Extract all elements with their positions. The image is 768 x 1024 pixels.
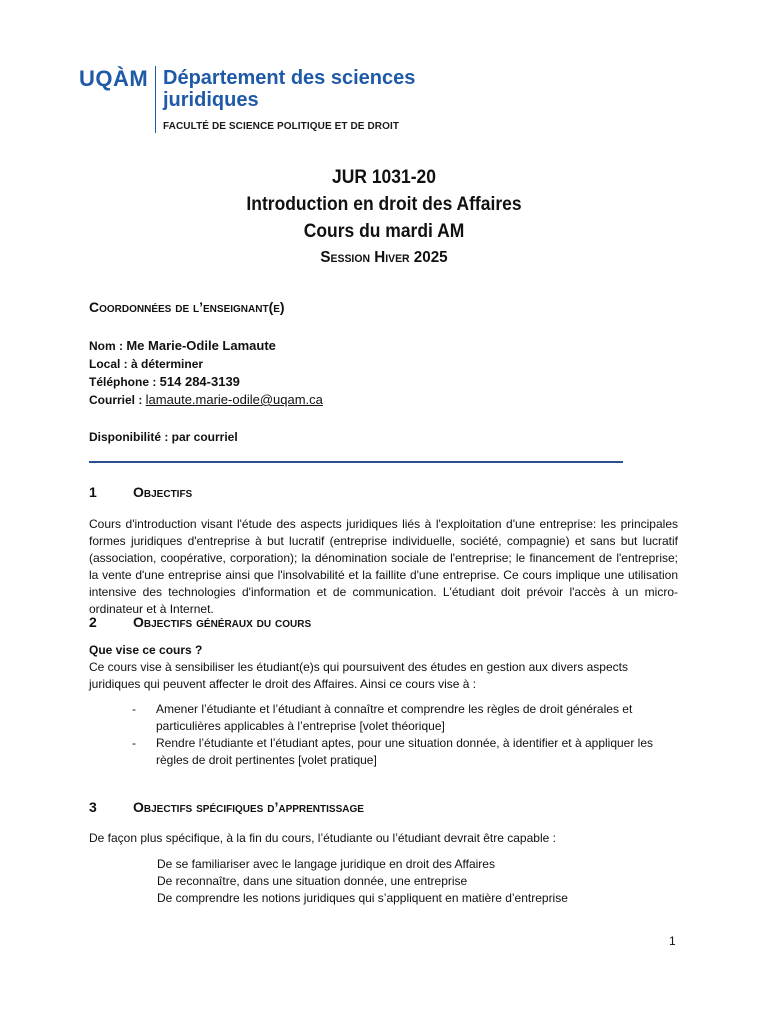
name-label: Nom : [89,339,127,353]
section-2-bullets [132,701,678,769]
local-label: Local : [89,357,132,371]
section-1-number: 1 [89,484,97,500]
course-title-block [0,164,768,271]
contact-name-row [89,337,323,355]
email-link[interactable]: lamaute.marie-odile@uqam.ca [145,392,323,407]
list-item: De reconnaître, dans une situation donnée, une entreprise [157,874,468,888]
contact-info [89,337,323,409]
bullet-item [132,701,678,735]
section-3-number: 3 [89,799,97,815]
uqam-logo: UQÀM [79,66,149,91]
bullet-text: Rendre l’étudiante et l’étudiant aptes, pour une situation donnée, à identifier et à appliquer les règles de droit pertinentes [volet pratique] [156,736,654,767]
contact-email-row [89,391,323,409]
contact-heading: Coordonnées de l’enseignant(e) [89,299,285,315]
contact-local-row [89,355,323,373]
section-3-text: De façon plus spécifique, à la fin du cours, l’étudiante ou l’étudiant devrait être capable : [89,831,556,845]
logo-divider [155,66,156,133]
section-2-text: Ce cours vise à sensibiliser les étudiant(e)s qui poursuivent des études en gestion aux divers aspects juridiques qui peuvent affecter le droit des Affaires. Ainsi ce cours vise à : [89,660,628,691]
name-value: Me Marie-Odile Lamaute [126,338,276,353]
course-code: JUR 1031-20 [332,167,436,188]
bullet-text: Amener l’étudiante et l’étudiant à connaître et comprendre les règles de droit générales et particulières applicables à l’entreprise [volet théorique] [156,702,633,733]
bullet-item [132,735,678,769]
department-name: Département des sciences juridiques [163,67,416,111]
faculty-name: FACULTÉ DE SCIENCE POLITIQUE ET DE DROIT [163,121,400,132]
email-label: Courriel : [89,393,146,407]
section-1-text: Cours d'introduction visant l'étude des aspects juridiques liés à l'exploitation d'une entreprise: les principales formes juridiques d'entreprise à but lucratif (entreprise individuelle, société, compagnie) et sans but lucratif (association, coopérative, corporation); la dénomination sociale de l'entreprise; le financement de l'entreprise; la vente d'une entreprise ainsi que l'insolvabilité et la faillite d'une entreprise. Ce cours implique une utilisation intensive des technologies d'information et de communication. L'étudiant doit prévoir l'accès à un micro-ordinateur et à Internet. [89,517,678,616]
section-3-title: Objectifs spécifiques d’apprentissage [133,799,364,815]
list-item: De comprendre les notions juridiques qui s’appliquent en matière d’entreprise [157,891,568,905]
section-2-number: 2 [89,614,97,630]
section-1-title: Objectifs [133,484,193,500]
contact-phone-row [89,373,323,391]
section-2-title: Objectifs généraux du cours [133,614,312,630]
phone-value: 514 284-3139 [159,374,240,389]
bullet-dash: - [132,736,136,750]
section-divider [89,461,623,463]
section-2-subheading: Que vise ce cours ? [89,643,203,657]
section-3-list [157,856,568,907]
list-item: De se familiariser avec le langage juridique en droit des Affaires [157,857,495,871]
course-schedule: Cours du mardi AM [303,221,465,242]
local-value: à déterminer [131,357,204,371]
course-name: Introduction en droit des Affaires [246,194,522,215]
course-session: Session Hiver 2025 [320,249,448,266]
availability: Disponibilité : par courriel [89,430,238,444]
page-number: 1 [669,934,676,948]
bullet-dash: - [132,702,136,716]
phone-label: Téléphone : [89,375,160,389]
